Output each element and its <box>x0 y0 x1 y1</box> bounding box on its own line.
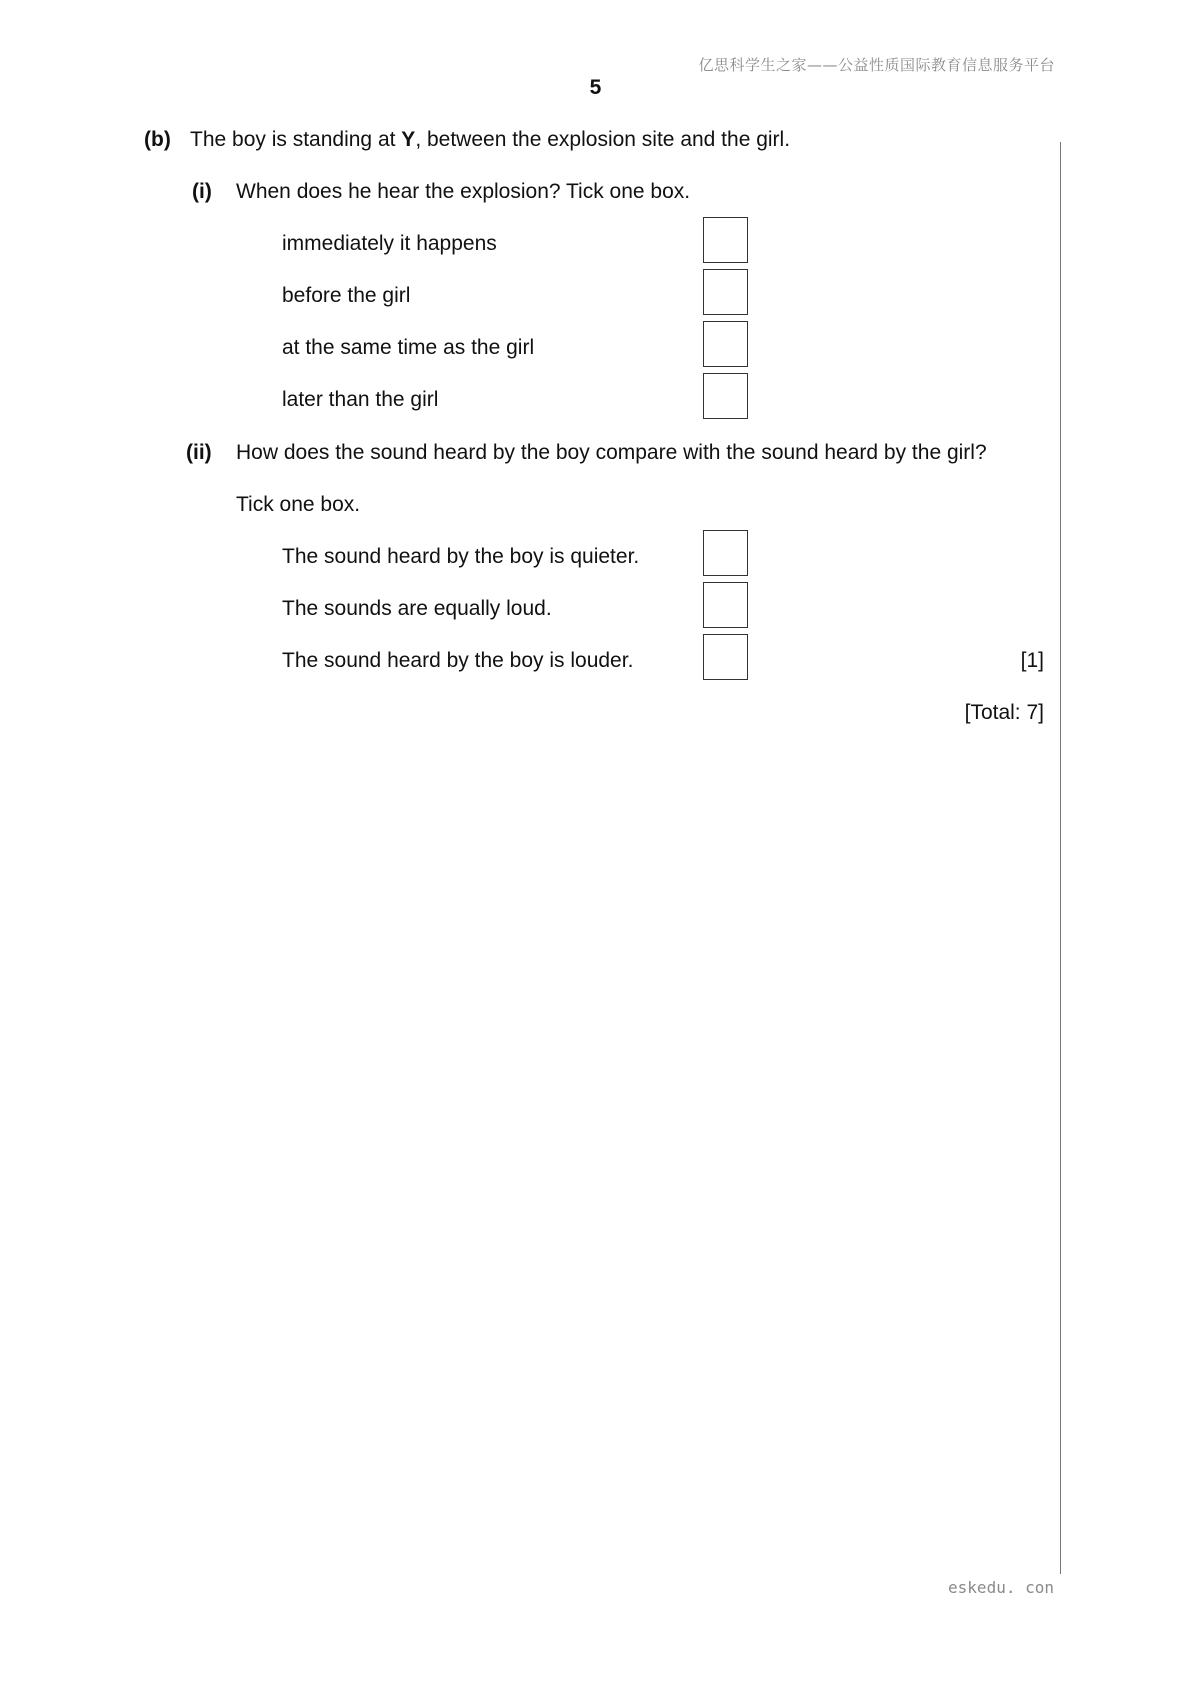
part-ii-label: (ii) <box>186 441 212 464</box>
question-b-text <box>190 128 790 152</box>
part-ii-instruction: Tick one box. <box>236 493 361 516</box>
part-i-option-4-checkbox[interactable] <box>703 373 748 419</box>
question-b-text-after: , between the explosion site and the girl. <box>415 128 791 151</box>
part-ii-option-2-checkbox[interactable] <box>703 582 748 628</box>
part-i-option-2-label: before the girl <box>282 284 411 307</box>
question-b-bold-letter: Y <box>401 128 416 151</box>
part-i-option-1-label: immediately it happens <box>282 232 497 255</box>
part-ii-prompt: How does the sound heard by the boy compare with the sound heard by the girl? <box>236 441 987 464</box>
part-i-option-2-checkbox[interactable] <box>703 269 748 315</box>
part-ii-option-2-label: The sounds are equally loud. <box>282 597 552 620</box>
part-ii-option-1-label: The sound heard by the boy is quieter. <box>282 545 640 568</box>
part-ii-marks: [1] <box>1020 649 1044 672</box>
part-ii-option-3-label: The sound heard by the boy is louder. <box>282 649 634 672</box>
question-b-text-before: The boy is standing at <box>190 128 402 151</box>
question-b-label: (b) <box>144 128 171 151</box>
total-marks: [Total: 7] <box>964 701 1044 724</box>
part-i-option-4-label: later than the girl <box>282 388 439 411</box>
part-i-option-1-checkbox[interactable] <box>703 217 748 263</box>
header-watermark: 亿思科学生之家——公益性质国际教育信息服务平台 <box>698 56 1055 74</box>
margin-line <box>1060 142 1061 1574</box>
part-i-option-3-checkbox[interactable] <box>703 321 748 367</box>
footer-watermark: eskedu. con <box>948 1578 1054 1597</box>
part-i-option-3-label: at the same time as the girl <box>282 336 535 359</box>
part-ii-option-3-checkbox[interactable] <box>703 634 748 680</box>
part-i-label: (i) <box>192 180 212 203</box>
part-ii-option-1-checkbox[interactable] <box>703 530 748 576</box>
page-number: 5 <box>589 76 602 99</box>
part-i-prompt: When does he hear the explosion? Tick one box. <box>236 180 691 203</box>
